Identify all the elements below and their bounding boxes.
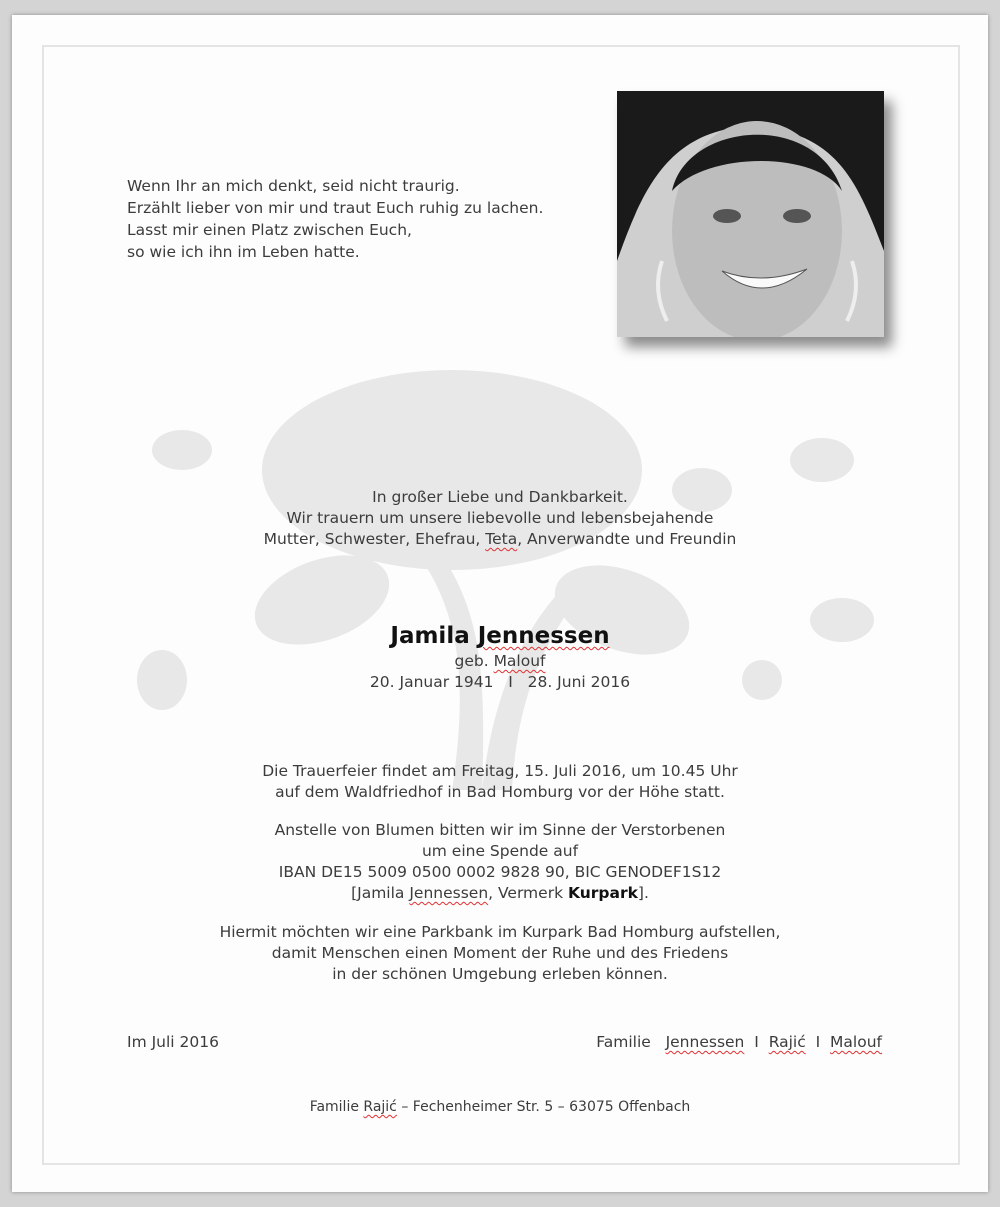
deceased-name <box>12 621 988 651</box>
text: , Vermerk <box>488 884 568 902</box>
parkbank-line: Hiermit möchten wir eine Parkbank im Kurpark Bad Homburg aufstellen, <box>219 923 781 941</box>
bold-text: Kurpark <box>567 884 638 902</box>
text: Familie <box>596 1033 651 1051</box>
life-dates: 20. Januar 1941 I 28. Juni 2016 <box>369 673 631 691</box>
intro-line <box>12 529 988 550</box>
donation-line: um eine Spende auf <box>421 842 579 860</box>
spellcheck-word: Jennessen <box>409 884 489 902</box>
text: ]. <box>637 884 649 902</box>
text: Familie <box>309 1099 364 1115</box>
donation-info <box>12 820 988 904</box>
birth-name <box>12 651 988 672</box>
poem-line: Erzählt lieber von mir und traut Euch ruhig zu lachen. <box>127 199 544 217</box>
date-place: Im Juli 2016 <box>127 1033 219 1051</box>
spellcheck-word: Rajić <box>363 1099 397 1115</box>
spellcheck-word: Teta <box>485 530 518 548</box>
parkbank-line: in der schönen Umgebung erleben können. <box>332 965 668 983</box>
intro-text <box>12 487 988 550</box>
parkbank-line: damit Menschen einen Moment der Ruhe und des Friedens <box>271 944 729 962</box>
poem-line: Wenn Ihr an mich denkt, seid nicht traurig. <box>127 177 460 195</box>
funeral-line: Die Trauerfeier findet am Freitag, 15. Juli 2016, um 10.45 Uhr <box>262 762 738 780</box>
poem-line: so wie ich ihn im Leben hatte. <box>127 243 360 261</box>
donation-line: Anstelle von Blumen bitten wir im Sinne der Verstorbenen <box>274 821 726 839</box>
butterfly-tree-watermark <box>122 360 882 790</box>
separator: I <box>754 1033 759 1051</box>
last-name: Jennessen <box>477 623 610 649</box>
donation-line <box>12 883 988 904</box>
poem-line: Lasst mir einen Platz zwischen Euch, <box>127 221 412 239</box>
deceased-block <box>12 621 988 693</box>
text: , Anverwandte und Freundin <box>517 530 737 548</box>
spellcheck-word: Malouf <box>493 652 546 670</box>
funeral-info <box>12 761 988 803</box>
separator: I <box>815 1033 821 1051</box>
poem <box>127 175 543 263</box>
document-page <box>12 15 988 1192</box>
text: geb. <box>454 652 494 670</box>
spellcheck-word: Rajić <box>768 1033 806 1051</box>
spellcheck-word: Jennessen <box>665 1033 745 1051</box>
family-signature <box>596 1033 882 1051</box>
text: Mutter, Schwester, Ehefrau, <box>263 530 486 548</box>
address-line <box>12 1097 988 1118</box>
first-name: Jamila <box>390 623 478 649</box>
portrait-photo <box>617 91 884 337</box>
spellcheck-word: Malouf <box>830 1033 882 1051</box>
bank-details: IBAN DE15 5009 0500 0002 9828 90, BIC GENODEF1S12 <box>278 863 722 881</box>
intro-line: Wir trauern um unsere liebevolle und lebensbejahende <box>286 509 714 527</box>
intro-line: In großer Liebe und Dankbarkeit. <box>372 488 628 506</box>
parkbank-info <box>12 922 988 985</box>
funeral-line: auf dem Waldfriedhof in Bad Homburg vor der Höhe statt. <box>275 783 725 801</box>
text: – Fechenheimer Str. 5 – 63075 Offenbach <box>396 1099 691 1115</box>
text: [Jamila <box>351 884 410 902</box>
